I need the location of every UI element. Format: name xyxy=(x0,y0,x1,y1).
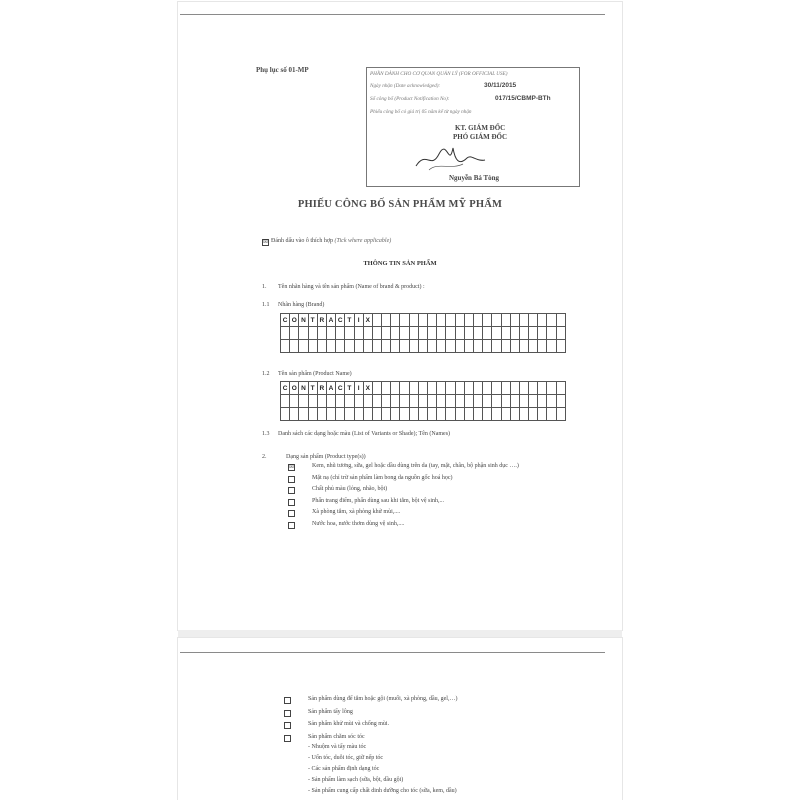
grid-cell xyxy=(510,395,519,408)
grid-cell xyxy=(547,327,556,340)
grid-cell xyxy=(446,408,455,421)
product-type-label: Chất phủ màu (lỏng, nhão, bột) xyxy=(312,486,388,492)
grid-row xyxy=(281,408,566,421)
item-2-text: Dạng sản phẩm (Product type(s)) xyxy=(286,454,366,460)
grid-cell xyxy=(483,314,492,327)
validity-label: Phiếu công bố có giá trị 05 năm kể từ ngày nhận xyxy=(370,109,472,115)
grid-cell xyxy=(446,382,455,395)
product-type-checkbox[interactable] xyxy=(288,476,295,483)
signature-image xyxy=(411,140,491,174)
product-type-checkbox[interactable] xyxy=(288,522,295,529)
signer-role-2: PHÓ GIÁM ĐỐC xyxy=(453,133,508,141)
grid-cell: I xyxy=(354,314,363,327)
grid-cell xyxy=(382,382,391,395)
grid-cell xyxy=(345,395,354,408)
section-title: THÔNG TIN SẢN PHẨM xyxy=(363,260,437,267)
grid-cell xyxy=(400,408,409,421)
grid-cell xyxy=(428,314,437,327)
grid-cell xyxy=(308,395,317,408)
grid-cell xyxy=(501,408,510,421)
grid-cell xyxy=(473,395,482,408)
grid-cell xyxy=(336,408,345,421)
item-2-number: 2. xyxy=(262,454,267,460)
grid-cell: T xyxy=(308,314,317,327)
grid-cell xyxy=(538,327,547,340)
grid-cell xyxy=(354,340,363,353)
grid-cell xyxy=(281,340,290,353)
grid-cell xyxy=(437,408,446,421)
grid-cell xyxy=(428,408,437,421)
grid-cell xyxy=(455,314,464,327)
stamp-heading: PHẦN DÀNH CHO CƠ QUAN QUẢN LÝ (FOR OFFICIAL USE) xyxy=(370,71,508,77)
product-type-label: Nước hoa, nước thơm dùng vệ sinh,.... xyxy=(312,520,405,527)
grid-cell xyxy=(446,340,455,353)
grid-cell xyxy=(281,327,290,340)
grid-cell: C xyxy=(281,382,290,395)
grid-cell xyxy=(299,408,308,421)
tick-note-checkbox: ☒ xyxy=(263,240,268,245)
grid-cell xyxy=(290,408,299,421)
grid-cell xyxy=(464,340,473,353)
grid-cell xyxy=(455,340,464,353)
grid-cell xyxy=(308,340,317,353)
grid-cell xyxy=(483,340,492,353)
grid-cell xyxy=(519,314,528,327)
grid-cell xyxy=(464,395,473,408)
grid-cell xyxy=(492,408,501,421)
grid-cell xyxy=(336,340,345,353)
grid-cell xyxy=(455,395,464,408)
page-gap xyxy=(178,630,622,638)
grid-cell xyxy=(547,395,556,408)
grid-cell xyxy=(308,327,317,340)
grid-cell xyxy=(492,314,501,327)
product-type-label: Mặt nạ (chỉ trừ sản phẩm làm bong da nguồn gốc hoá học) xyxy=(312,474,453,481)
grid-cell: R xyxy=(317,314,326,327)
grid-cell xyxy=(345,340,354,353)
grid-row xyxy=(281,327,566,340)
grid-cell xyxy=(437,340,446,353)
document-page-2 xyxy=(178,638,622,800)
product-type-label: Sản phẩm chăm sóc tóc xyxy=(308,733,365,740)
number-label: Số công bố (Product Notification No): xyxy=(370,96,450,102)
grid-cell xyxy=(529,382,538,395)
grid-cell xyxy=(400,327,409,340)
grid-row xyxy=(281,395,566,408)
brand-name-grid xyxy=(280,313,566,353)
grid-cell xyxy=(538,395,547,408)
grid-cell xyxy=(345,327,354,340)
grid-cell xyxy=(409,382,418,395)
grid-cell xyxy=(391,314,400,327)
item-1-2-number: 1.2 xyxy=(262,371,270,377)
grid-cell xyxy=(492,327,501,340)
grid-cell: C xyxy=(336,382,345,395)
signer-role-1: KT. GIÁM ĐỐC xyxy=(455,124,506,132)
product-type-label: Sản phẩm dùng để tắm hoặc gội (muối, xà phòng, dầu, gel,…) xyxy=(308,696,458,702)
grid-cell xyxy=(400,340,409,353)
grid-cell xyxy=(308,408,317,421)
grid-cell xyxy=(354,327,363,340)
grid-cell xyxy=(290,395,299,408)
product-type-checkbox[interactable] xyxy=(284,710,291,717)
hair-care-subitem: - Uốn tóc, duỗi tóc, giữ nếp tóc xyxy=(308,755,384,761)
grid-cell xyxy=(455,382,464,395)
item-1-3-text: Danh sách các dạng hoặc màu (List of Variants or Shade); Tên (Names) xyxy=(278,431,451,437)
grid-cell: C xyxy=(281,314,290,327)
hair-care-subitem: - Sản phẩm cung cấp chất dinh dưỡng cho tóc (sữa, kem, dầu) xyxy=(308,788,457,794)
item-1-3-number: 1.3 xyxy=(262,431,270,437)
grid-cell xyxy=(501,314,510,327)
product-type-label: Xà phòng tắm, xà phòng khử mùi,.... xyxy=(312,509,401,515)
hair-care-subitem: - Sản phẩm làm sạch (sữa, bột, dầu gội) xyxy=(308,777,404,783)
grid-cell xyxy=(299,327,308,340)
hair-care-subitem: - Nhuộm và tẩy màu tóc xyxy=(308,744,367,750)
grid-cell xyxy=(538,382,547,395)
grid-cell xyxy=(547,408,556,421)
grid-cell xyxy=(519,382,528,395)
grid-cell xyxy=(382,408,391,421)
grid-cell xyxy=(510,327,519,340)
grid-cell xyxy=(281,395,290,408)
grid-cell xyxy=(382,395,391,408)
grid-cell xyxy=(446,314,455,327)
grid-cell xyxy=(556,395,565,408)
grid-cell xyxy=(290,340,299,353)
grid-cell: R xyxy=(317,382,326,395)
grid-cell xyxy=(409,327,418,340)
grid-cell xyxy=(473,327,482,340)
grid-cell xyxy=(492,382,501,395)
grid-cell xyxy=(455,327,464,340)
grid-cell xyxy=(501,382,510,395)
grid-cell xyxy=(483,382,492,395)
grid-cell xyxy=(437,382,446,395)
grid-cell xyxy=(483,395,492,408)
grid-cell xyxy=(418,395,427,408)
item-1-text: Tên nhãn hàng và tên sản phẩm (Name of brand & product) : xyxy=(278,284,425,290)
grid-cell xyxy=(556,340,565,353)
grid-cell: N xyxy=(299,314,308,327)
product-type-label: Kem, nhũ tương, sữa, gel hoặc dầu dùng trên da (tay, mặt, chân, bộ phận sinh dục ….) xyxy=(312,463,519,469)
grid-cell xyxy=(556,314,565,327)
grid-cell xyxy=(299,340,308,353)
grid-cell xyxy=(437,395,446,408)
grid-cell xyxy=(501,327,510,340)
grid-cell xyxy=(529,395,538,408)
product-type-checkbox[interactable] xyxy=(284,722,291,729)
grid-cell xyxy=(317,395,326,408)
grid-cell xyxy=(317,327,326,340)
grid-cell xyxy=(317,340,326,353)
item-1-2-text: Tên sản phẩm (Product Name) xyxy=(278,371,352,377)
grid-cell xyxy=(354,408,363,421)
item-1-number: 1. xyxy=(262,284,267,290)
grid-cell xyxy=(418,314,427,327)
grid-cell xyxy=(372,408,381,421)
grid-cell xyxy=(391,408,400,421)
grid-cell xyxy=(354,395,363,408)
grid-cell xyxy=(290,327,299,340)
top-rule-page-2 xyxy=(180,652,605,653)
date-value: 30/11/2015 xyxy=(484,82,517,89)
grid-cell: T xyxy=(308,382,317,395)
grid-cell: C xyxy=(336,314,345,327)
grid-cell xyxy=(326,395,335,408)
grid-cell xyxy=(510,408,519,421)
grid-cell xyxy=(547,314,556,327)
grid-cell xyxy=(455,408,464,421)
number-value: 017/15/CBMP-BTh xyxy=(495,95,551,102)
grid-cell xyxy=(519,408,528,421)
grid-cell xyxy=(464,327,473,340)
grid-cell xyxy=(446,327,455,340)
grid-cell: O xyxy=(290,314,299,327)
product-type-label: Sản phẩm khử mùi và chống mùi. xyxy=(308,721,390,727)
grid-cell xyxy=(400,314,409,327)
grid-cell xyxy=(382,314,391,327)
item-1-1-text: Nhãn hàng (Brand) xyxy=(278,302,325,308)
grid-cell xyxy=(391,395,400,408)
grid-cell xyxy=(519,327,528,340)
grid-row xyxy=(281,382,566,395)
signer-name: Nguyễn Bá Tòng xyxy=(449,174,500,182)
grid-cell xyxy=(382,340,391,353)
grid-row xyxy=(281,314,566,327)
grid-cell: O xyxy=(290,382,299,395)
grid-cell xyxy=(464,314,473,327)
grid-cell xyxy=(473,340,482,353)
grid-cell xyxy=(363,408,372,421)
product-type-checkbox[interactable] xyxy=(288,510,295,517)
grid-cell xyxy=(326,340,335,353)
grid-cell xyxy=(547,382,556,395)
grid-cell: X xyxy=(363,314,372,327)
grid-cell xyxy=(336,327,345,340)
grid-cell xyxy=(372,382,381,395)
grid-cell xyxy=(556,327,565,340)
grid-cell xyxy=(538,314,547,327)
grid-cell xyxy=(409,340,418,353)
grid-cell xyxy=(464,382,473,395)
grid-cell xyxy=(492,395,501,408)
grid-cell xyxy=(556,408,565,421)
grid-cell xyxy=(391,327,400,340)
item-1-1-number: 1.1 xyxy=(262,302,270,308)
grid-cell: A xyxy=(326,382,335,395)
grid-cell xyxy=(418,382,427,395)
official-stamp-box xyxy=(366,67,580,187)
product-type-label: Sản phẩm tẩy lông xyxy=(308,708,353,715)
grid-cell xyxy=(473,314,482,327)
grid-cell: I xyxy=(354,382,363,395)
document-title: PHIẾU CÔNG BỐ SẢN PHẨM MỸ PHẨM xyxy=(297,199,503,210)
product-type-label: Phấn trang điểm, phấn dùng sau khi tắm, bột vệ sinh,... xyxy=(312,497,444,504)
grid-cell xyxy=(363,327,372,340)
grid-cell xyxy=(428,327,437,340)
grid-cell xyxy=(299,395,308,408)
grid-row xyxy=(281,340,566,353)
grid-cell xyxy=(437,314,446,327)
grid-cell xyxy=(326,408,335,421)
grid-cell xyxy=(281,408,290,421)
grid-cell xyxy=(428,340,437,353)
grid-cell xyxy=(501,395,510,408)
top-rule xyxy=(180,14,605,15)
grid-cell xyxy=(409,395,418,408)
grid-cell xyxy=(556,382,565,395)
product-type-checkbox[interactable] xyxy=(284,735,291,742)
grid-cell xyxy=(400,395,409,408)
grid-cell xyxy=(519,395,528,408)
grid-cell: T xyxy=(345,314,354,327)
grid-cell xyxy=(326,327,335,340)
grid-cell xyxy=(336,395,345,408)
grid-cell xyxy=(372,340,381,353)
grid-cell xyxy=(391,340,400,353)
grid-cell xyxy=(372,395,381,408)
grid-cell xyxy=(409,408,418,421)
grid-cell xyxy=(529,340,538,353)
grid-cell xyxy=(391,382,400,395)
grid-cell xyxy=(473,408,482,421)
hair-care-subitem: - Các sản phẩm định dạng tóc xyxy=(308,766,380,772)
grid-cell xyxy=(547,340,556,353)
grid-cell xyxy=(428,382,437,395)
grid-cell xyxy=(510,340,519,353)
product-type-checkbox[interactable] xyxy=(288,499,295,506)
grid-cell xyxy=(529,408,538,421)
product-type-checkbox[interactable] xyxy=(284,697,291,704)
product-name-grid xyxy=(280,381,566,421)
grid-cell xyxy=(363,395,372,408)
grid-cell xyxy=(483,408,492,421)
grid-cell xyxy=(418,340,427,353)
grid-cell xyxy=(345,408,354,421)
grid-cell xyxy=(538,408,547,421)
grid-cell xyxy=(501,340,510,353)
appendix-label: Phụ lục số 01-MP xyxy=(256,66,309,74)
grid-cell xyxy=(492,340,501,353)
grid-cell xyxy=(428,395,437,408)
grid-cell xyxy=(382,327,391,340)
grid-cell: N xyxy=(299,382,308,395)
grid-cell xyxy=(464,408,473,421)
grid-cell xyxy=(529,314,538,327)
grid-cell xyxy=(446,395,455,408)
document-page-1 xyxy=(178,2,622,630)
grid-cell: T xyxy=(345,382,354,395)
grid-cell xyxy=(409,314,418,327)
grid-cell xyxy=(400,382,409,395)
grid-cell xyxy=(418,327,427,340)
grid-cell: X xyxy=(363,382,372,395)
date-label: Ngày nhận (Date acknowledged): xyxy=(370,83,441,89)
product-type-checkbox[interactable]: ☒ xyxy=(289,465,294,470)
grid-cell xyxy=(519,340,528,353)
grid-cell xyxy=(473,382,482,395)
grid-cell xyxy=(317,408,326,421)
grid-cell: A xyxy=(326,314,335,327)
grid-cell xyxy=(510,314,519,327)
product-type-checkbox[interactable] xyxy=(288,487,295,494)
grid-cell xyxy=(529,327,538,340)
grid-cell xyxy=(363,340,372,353)
grid-cell xyxy=(437,327,446,340)
grid-cell xyxy=(483,327,492,340)
grid-cell xyxy=(372,327,381,340)
grid-cell xyxy=(372,314,381,327)
grid-cell xyxy=(510,382,519,395)
grid-cell xyxy=(418,408,427,421)
grid-cell xyxy=(538,340,547,353)
tick-note: Đánh dấu vào ô thích hợp (Tick where applicable) xyxy=(271,238,392,244)
